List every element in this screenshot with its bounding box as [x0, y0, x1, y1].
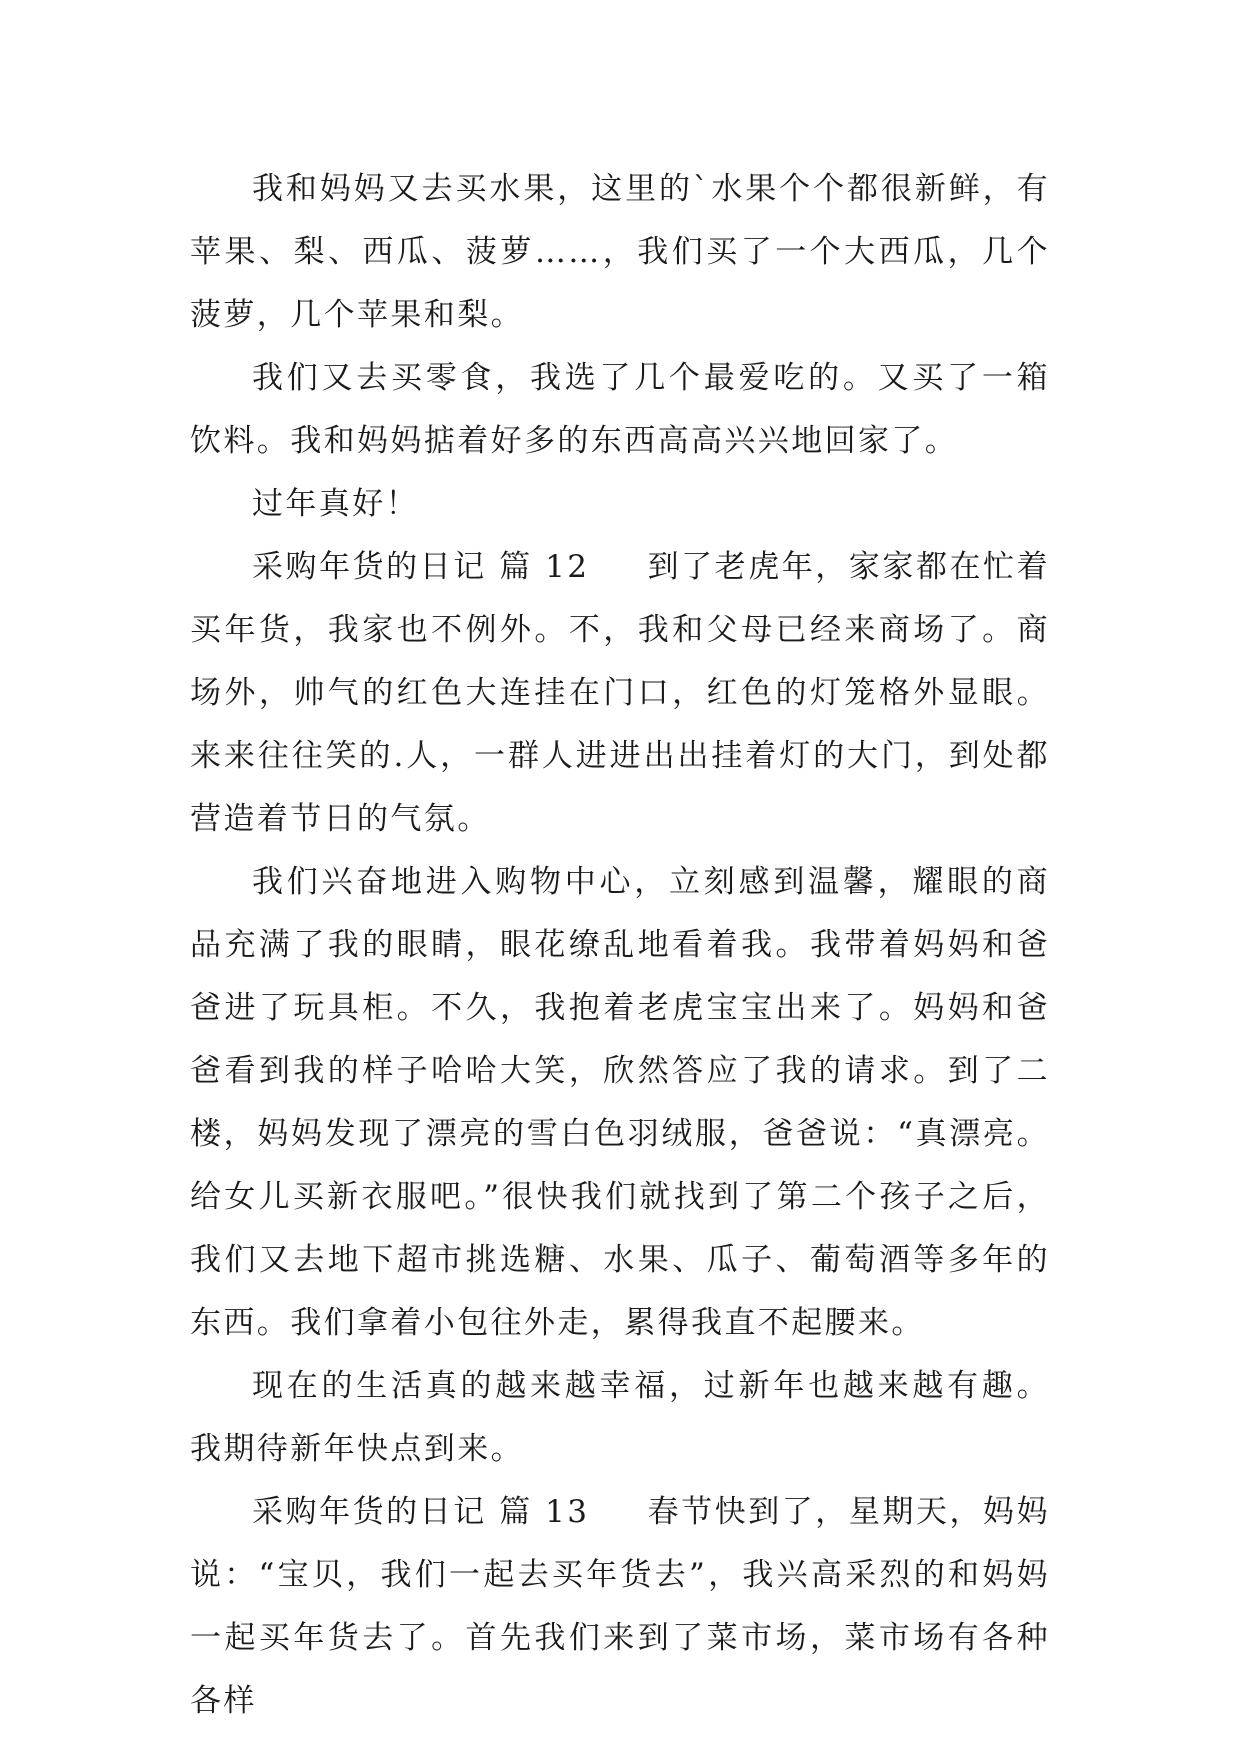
paragraph-happy-life: 现在的生活真的越来越幸福，过新年也越来越有趣。我期待新年快点到来。	[190, 1368, 1050, 1467]
section-13-paragraph	[190, 1481, 1050, 1733]
section-12-heading: 采购年货的日记 篇 12	[252, 549, 590, 585]
section-12-paragraph	[190, 536, 1050, 851]
paragraph-conclusion: 过年真好！	[252, 486, 419, 522]
section-13-heading: 采购年货的日记 篇 13	[252, 1494, 590, 1530]
paragraph-shopping-mall: 我们兴奋地进入购物中心，立刻感到温馨，耀眼的商品充满了我的眼睛，眼花缭乱地看着我。我带着妈妈和爸爸进了玩具柜。不久，我抱着老虎宝宝出来了。妈妈和爸爸看到我的样子哈哈大笑，欣然答应了我的请求。到了二楼，妈妈发现了漂亮的雪白色羽绒服，爸爸说：“真漂亮。给女儿买新衣服吧。”很快我们就找到了第二个孩子之后，我们又去地下超市挑选糖、水果、瓜子、葡萄酒等多年的东西。我们拿着小包往外走，累得我直不起腰来。	[190, 864, 1050, 1341]
section-12-intro: 到了老虎年，家家都在忙着买年货，我家也不例外。不，我和父母已经来商场了。商场外，帅气的红色大连挂在门口，红色的灯笼格外显眼。来来往往笑的.人，一群人进进出出挂着灯的大门，到处都营造着节日的气氛。	[190, 549, 1050, 837]
document-body	[190, 158, 1050, 1733]
paragraph-fruit: 我和妈妈又去买水果，这里的`水果个个都很新鲜，有苹果、梨、西瓜、菠萝……，我们买了一个大西瓜，几个菠萝，几个苹果和梨。	[190, 171, 1050, 333]
section-13-intro: 春节快到了，星期天，妈妈说：“宝贝，我们一起去买年货去”，我兴高采烈的和妈妈一起买年货去了。首先我们来到了菜市场，菜市场有各种各样	[190, 1494, 1050, 1719]
paragraph-snacks: 我们又去买零食，我选了几个最爱吃的。又买了一箱饮料。我和妈妈掂着好多的东西高高兴兴地回家了。	[190, 360, 1050, 459]
